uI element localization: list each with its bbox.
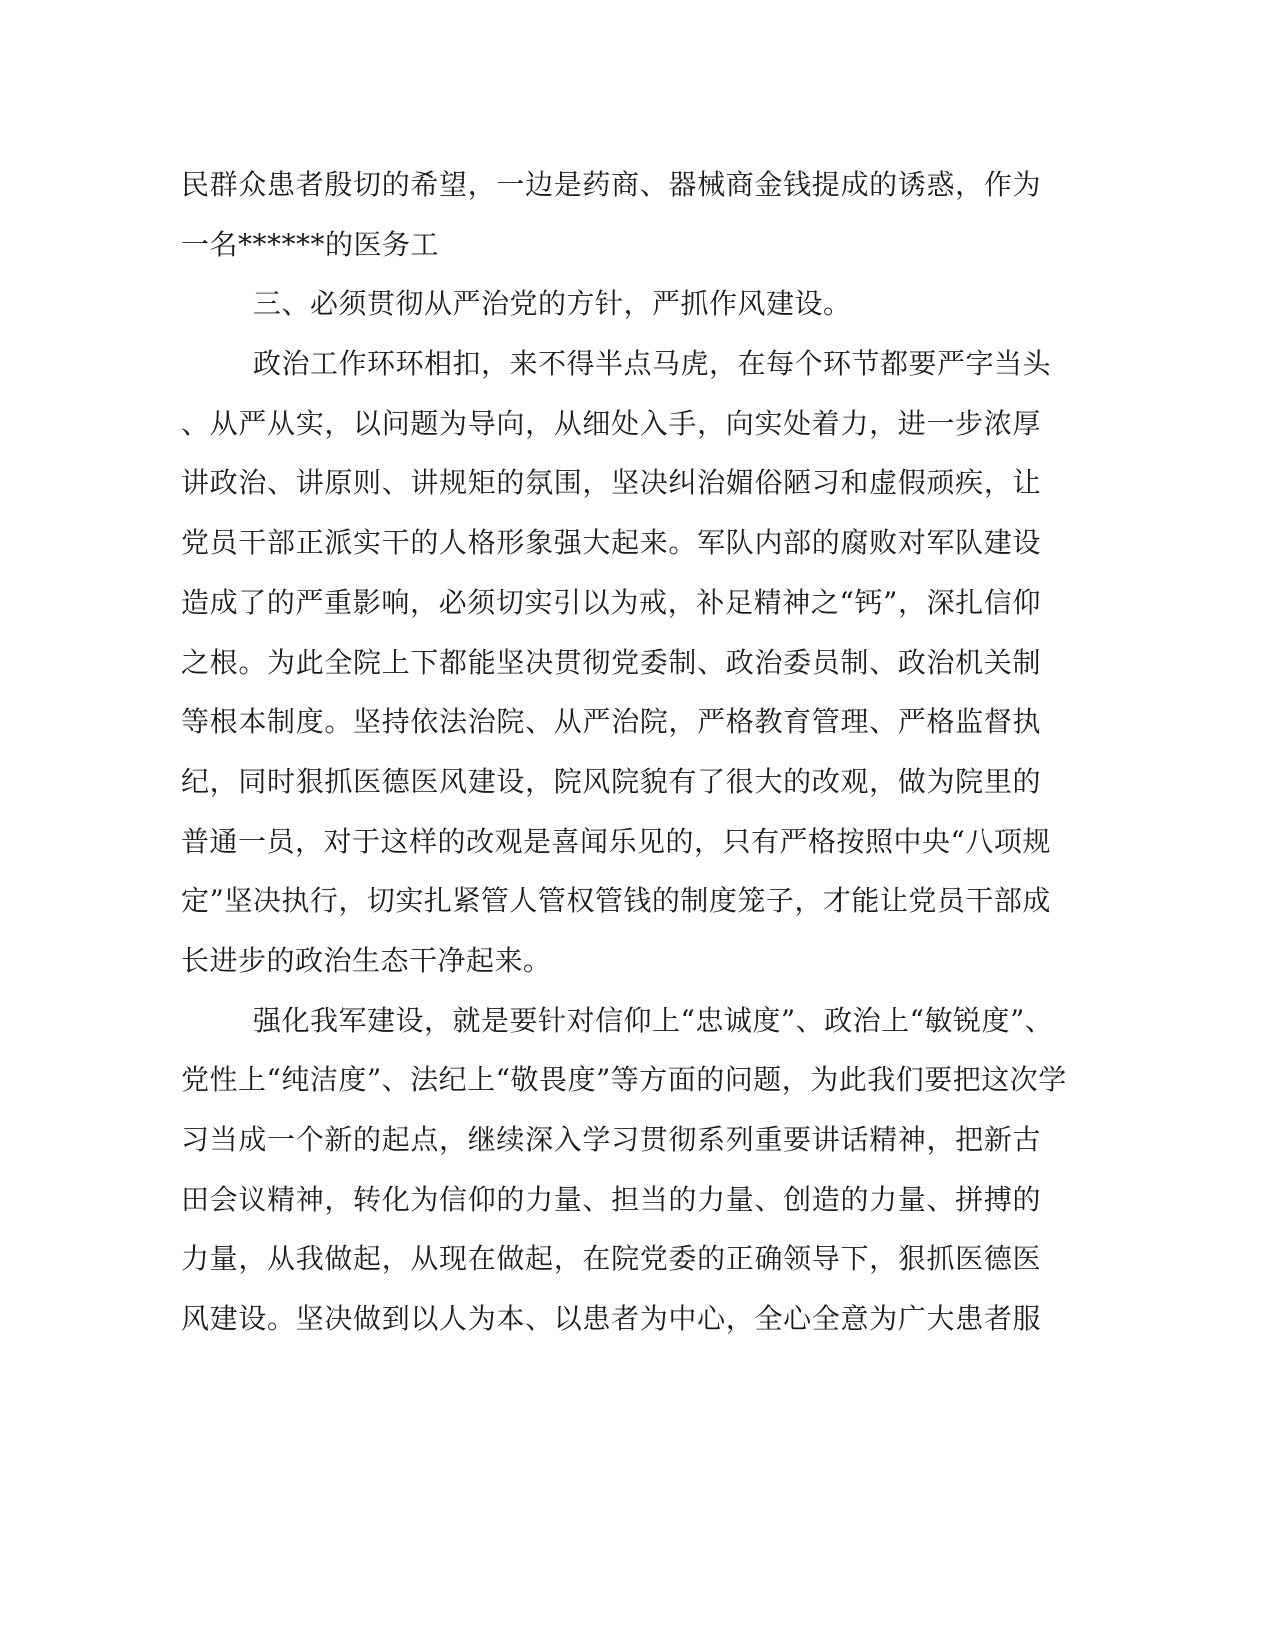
text-line: 强化我军建设，就是要针对信仰上“忠诚度”、政治上“敏锐度”、	[253, 1003, 1054, 1037]
text-line: 造成了的严重影响，必须切实引以为戒，补足精神之“钙”，深扎信仰	[181, 585, 1041, 619]
text-line: 定”坚决执行，切实扎紧管人管权管钱的制度笼子，才能让党员干部成	[181, 884, 1051, 918]
text-line: 民群众患者殷切的希望，一边是药商、器械商金钱提成的诱惑，作为	[181, 168, 1041, 201]
text-line: 政治工作环环相扣，来不得半点马虎，在每个环节都要严字当头	[253, 347, 1052, 381]
text-line: 之根。为此全院上下都能坚决贯彻党委制、政治委员制、政治机关制	[181, 645, 1041, 679]
text-line: 习当成一个新的起点，继续深入学习贯彻系列重要讲话精神，把新古	[181, 1123, 1041, 1156]
document-body	[181, 155, 1067, 1349]
text-line: 党员干部正派实干的人格形象强大起来。军队内部的腐败对军队建设	[181, 526, 1041, 560]
text-line: 、从严从实，以问题为导向，从细处入手，向实处着力，进一步浓厚	[181, 406, 1041, 440]
text-line: 党性上“纯洁度”、法纪上“敬畏度”等方面的问题，为此我们要把这次学	[181, 1063, 1067, 1097]
text-line: 纪，同时狠抓医德医风建设，院风院貌有了很大的改观，做为院里的	[181, 764, 1041, 798]
text-line: 一名******的医务工	[181, 227, 440, 261]
text-line: 普通一员，对于这样的改观是喜闻乐见的，只有严格按照中央“八项规	[181, 824, 1051, 858]
text-line: 讲政治、讲原则、讲规矩的氛围，坚决纠治媚俗陋习和虚假顽疾，让	[181, 466, 1041, 500]
section-heading: 三、必须贯彻从严治党的方针，严抓作风建设。	[253, 287, 852, 321]
text-line: 风建设。坚决做到以人为本、以患者为中心，全心全意为广大患者服	[181, 1302, 1041, 1336]
text-line: 田会议精神，转化为信仰的力量、担当的力量、创造的力量、拼搏的	[181, 1182, 1041, 1216]
text-line: 力量，从我做起，从现在做起，在院党委的正确领导下，狠抓医德医	[181, 1242, 1041, 1276]
text-line: 等根本制度。坚持依法治院、从严治院，严格教育管理、严格监督执	[181, 705, 1041, 739]
text-line: 长进步的政治生态干净起来。	[181, 943, 552, 977]
